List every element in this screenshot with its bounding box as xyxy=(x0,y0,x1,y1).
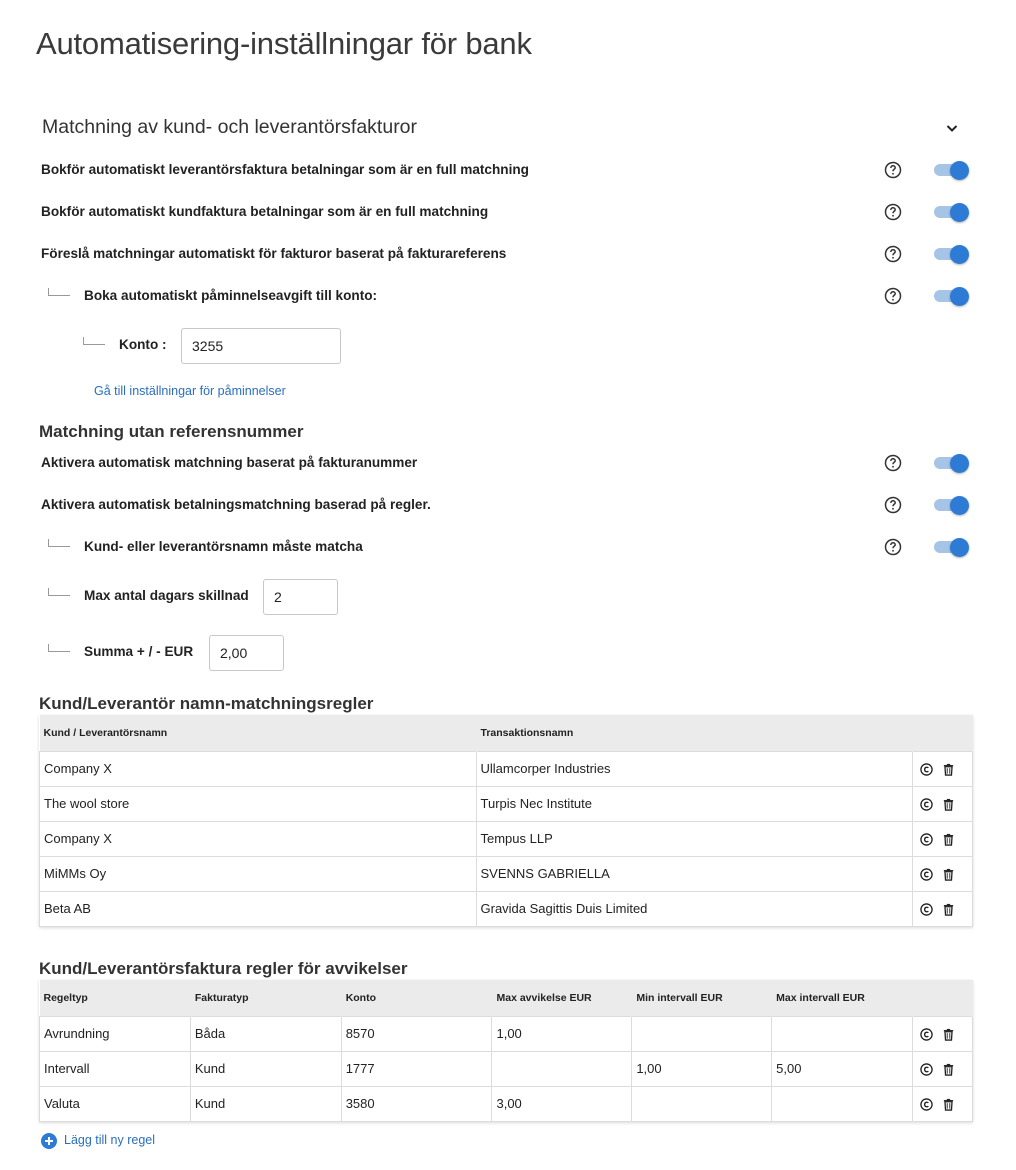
trash-icon[interactable] xyxy=(942,1098,955,1111)
row-actions xyxy=(913,891,973,926)
table-cell: Company X xyxy=(40,751,477,786)
setting-row-rule-based-match xyxy=(0,490,1016,520)
setting-row-reminder-fee xyxy=(0,281,1016,311)
konto-label: Konto : xyxy=(119,337,167,352)
row-actions xyxy=(912,1016,972,1051)
table-row xyxy=(40,1051,973,1086)
table-cell: Gravida Sagittis Duis Limited xyxy=(476,891,913,926)
trash-icon[interactable] xyxy=(942,868,955,881)
toggle-switch[interactable] xyxy=(932,538,970,556)
setting-row-suggest-matches xyxy=(0,239,1016,269)
tree-connector xyxy=(83,337,105,345)
column-header: Regeltyp xyxy=(40,980,191,1016)
table-cell: Valuta xyxy=(40,1086,191,1121)
row-actions xyxy=(913,856,973,891)
table-cell: 1777 xyxy=(341,1051,492,1086)
column-header-actions xyxy=(912,980,972,1016)
column-header: Min intervall EUR xyxy=(632,980,772,1016)
toggle-switch[interactable] xyxy=(932,454,970,472)
table-cell: 5,00 xyxy=(772,1051,913,1086)
toggle-switch[interactable] xyxy=(932,496,970,514)
help-circle-icon[interactable] xyxy=(884,161,902,179)
copy-icon[interactable] xyxy=(920,1028,933,1041)
row-actions xyxy=(912,1051,972,1086)
table-cell: 3,00 xyxy=(492,1086,632,1121)
sum-input[interactable] xyxy=(209,635,284,671)
row-actions xyxy=(912,1086,972,1121)
column-header: Transaktionsnamn xyxy=(476,715,913,751)
trash-icon[interactable] xyxy=(942,1063,955,1076)
table-cell: The wool store xyxy=(40,786,477,821)
row-actions xyxy=(913,786,973,821)
table-cell xyxy=(632,1016,772,1051)
setting-label: Föreslå matchningar automatiskt för fakturor baserat på fakturareferens xyxy=(41,246,507,261)
table-row xyxy=(40,856,973,891)
help-circle-icon[interactable] xyxy=(884,454,902,472)
copy-icon[interactable] xyxy=(920,763,933,776)
setting-row-invoice-number-match xyxy=(0,448,1016,478)
setting-label: Bokför automatiskt kundfaktura betalningar som är en full matchning xyxy=(41,204,489,219)
deviation-rules-heading: Kund/Leverantörsfaktura regler för avvikelser xyxy=(39,959,408,978)
no-ref-heading: Matchning utan referensnummer xyxy=(39,422,304,441)
copy-icon[interactable] xyxy=(920,868,933,881)
table-cell: SVENNS GABRIELLA xyxy=(476,856,913,891)
row-actions xyxy=(913,751,973,786)
trash-icon[interactable] xyxy=(942,833,955,846)
setting-row-name-must-match xyxy=(0,532,1016,562)
setting-label: Kund- eller leverantörsnamn måste matcha xyxy=(84,539,363,554)
table-row xyxy=(40,1016,973,1051)
setting-label: Aktivera automatisk betalningsmatchning baserad på regler. xyxy=(41,497,431,512)
section-header[interactable] xyxy=(42,116,972,142)
copy-icon[interactable] xyxy=(920,1098,933,1111)
table-cell xyxy=(632,1086,772,1121)
table-cell: Turpis Nec Institute xyxy=(476,786,913,821)
tree-connector xyxy=(48,288,70,296)
table-cell: Company X xyxy=(40,821,477,856)
table-row xyxy=(40,1086,973,1121)
name-rules-heading: Kund/Leverantör namn-matchningsregler xyxy=(39,694,374,713)
copy-icon[interactable] xyxy=(920,798,933,811)
setting-row-supplier-auto-book xyxy=(0,155,1016,185)
tree-connector xyxy=(48,588,70,596)
table-cell: Ullamcorper Industries xyxy=(476,751,913,786)
table-header-row xyxy=(40,980,973,1016)
table-cell: 1,00 xyxy=(492,1016,632,1051)
konto-input[interactable] xyxy=(181,328,341,364)
table-cell: Kund xyxy=(190,1051,341,1086)
tree-connector xyxy=(48,644,70,652)
table-row xyxy=(40,751,973,786)
column-header-actions xyxy=(913,715,973,751)
row-actions xyxy=(913,821,973,856)
table-row xyxy=(40,786,973,821)
toggle-switch[interactable] xyxy=(932,203,970,221)
sum-label: Summa + / - EUR xyxy=(84,644,194,659)
table-cell: Kund xyxy=(190,1086,341,1121)
table-cell xyxy=(772,1086,913,1121)
table-cell: Båda xyxy=(190,1016,341,1051)
page-title: Automatisering-inställningar för bank xyxy=(36,26,532,61)
setting-label: Aktivera automatisk matchning baserat på fakturanummer xyxy=(41,455,418,470)
copy-icon[interactable] xyxy=(920,1063,933,1076)
setting-label: Boka automatiskt påminnelseavgift till konto: xyxy=(84,288,378,303)
help-circle-icon[interactable] xyxy=(884,496,902,514)
copy-icon[interactable] xyxy=(920,833,933,846)
trash-icon[interactable] xyxy=(942,798,955,811)
column-header: Max intervall EUR xyxy=(772,980,913,1016)
table-cell: Intervall xyxy=(40,1051,191,1086)
table-header-row xyxy=(40,715,973,751)
trash-icon[interactable] xyxy=(942,903,955,916)
toggle-switch[interactable] xyxy=(932,245,970,263)
table-cell: 3580 xyxy=(341,1086,492,1121)
max-days-input[interactable] xyxy=(263,579,338,615)
table-row xyxy=(40,821,973,856)
table-cell: 8570 xyxy=(341,1016,492,1051)
section-title: Matchning av kund- och leverantörsfakturor xyxy=(42,116,418,138)
trash-icon[interactable] xyxy=(942,763,955,776)
help-circle-icon[interactable] xyxy=(884,287,902,305)
table-cell: Tempus LLP xyxy=(476,821,913,856)
deviation-rules-table xyxy=(39,980,973,1122)
name-rules-table xyxy=(39,715,973,927)
plus-circle-icon xyxy=(41,1133,57,1149)
setting-row-customer-auto-book xyxy=(0,197,1016,227)
max-days-label: Max antal dagars skillnad xyxy=(84,588,249,603)
tree-connector xyxy=(48,539,70,547)
table-row xyxy=(40,891,973,926)
help-circle-icon[interactable] xyxy=(884,245,902,263)
column-header: Kund / Leverantörsnamn xyxy=(40,715,477,751)
trash-icon[interactable] xyxy=(942,1028,955,1041)
table-cell xyxy=(492,1051,632,1086)
table-cell xyxy=(772,1016,913,1051)
setting-label: Bokför automatiskt leverantörsfaktura betalningar som är en full matchning xyxy=(41,162,529,177)
table-cell: Beta AB xyxy=(40,891,477,926)
help-circle-icon[interactable] xyxy=(884,203,902,221)
table-cell: 1,00 xyxy=(632,1051,772,1086)
column-header: Max avvikelse EUR xyxy=(492,980,632,1016)
add-rule-label: Lägg till ny regel xyxy=(64,1133,156,1147)
table-cell: MiMMs Oy xyxy=(40,856,477,891)
reminder-settings-link[interactable]: Gå till inställningar för påminnelser xyxy=(94,384,286,398)
toggle-switch[interactable] xyxy=(932,161,970,179)
table-cell: Avrundning xyxy=(40,1016,191,1051)
column-header: Konto xyxy=(341,980,492,1016)
toggle-switch[interactable] xyxy=(932,287,970,305)
help-circle-icon[interactable] xyxy=(884,538,902,556)
column-header: Fakturatyp xyxy=(190,980,341,1016)
chevron-down-icon[interactable] xyxy=(944,120,960,136)
copy-icon[interactable] xyxy=(920,903,933,916)
